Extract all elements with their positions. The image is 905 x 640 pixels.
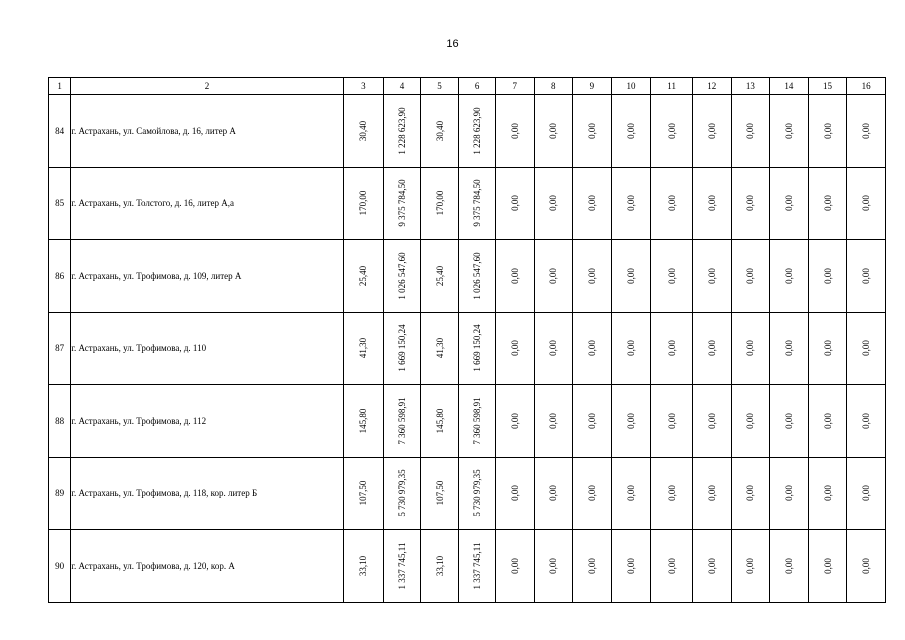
- value-cell-value: 0,00: [822, 122, 833, 139]
- area-cell-value: 25,40: [358, 265, 369, 286]
- value-cell: [731, 95, 770, 168]
- value-cell-value: 0,00: [822, 485, 833, 502]
- value-cell-value: 0,00: [822, 340, 833, 357]
- column-header-9: 9: [573, 78, 612, 95]
- row-number: 84: [49, 95, 71, 168]
- column-header-10: 10: [611, 78, 651, 95]
- value-cell: [573, 167, 612, 240]
- value-cell-value: 0,00: [548, 412, 559, 429]
- value-cell-value: 0,00: [783, 412, 794, 429]
- column-header-5: 5: [420, 78, 459, 95]
- value-cell-value: 0,00: [666, 557, 677, 574]
- value-cell: [692, 457, 731, 530]
- value-cell: [808, 457, 847, 530]
- cost-cell-value: 9 375 784,50: [472, 179, 483, 227]
- cost-cell-value: 1 669 150,24: [472, 324, 483, 372]
- value-cell: [770, 95, 809, 168]
- value-cell: [651, 95, 693, 168]
- cost-cell-value: 9 375 784,50: [396, 179, 407, 227]
- value-cell-value: 0,00: [548, 485, 559, 502]
- value-cell: [495, 312, 534, 385]
- value-cell-value: 0,00: [783, 195, 794, 212]
- value-cell: [611, 240, 651, 313]
- value-cell-value: 0,00: [783, 267, 794, 284]
- value-cell: [808, 530, 847, 603]
- area-cell: [420, 240, 459, 313]
- value-cell-value: 0,00: [861, 557, 872, 574]
- value-cell: [770, 167, 809, 240]
- value-cell-value: 0,00: [586, 195, 597, 212]
- value-cell-value: 0,00: [625, 340, 636, 357]
- value-cell-value: 0,00: [861, 412, 872, 429]
- area-cell-value: 107,50: [434, 480, 445, 506]
- value-cell-value: 0,00: [625, 485, 636, 502]
- value-cell-value: 0,00: [586, 340, 597, 357]
- value-cell-value: 0,00: [625, 267, 636, 284]
- value-cell-value: 0,00: [822, 267, 833, 284]
- value-cell-value: 0,00: [509, 485, 520, 502]
- value-cell-value: 0,00: [509, 412, 520, 429]
- value-cell-value: 0,00: [706, 557, 717, 574]
- cost-cell: [384, 240, 421, 313]
- value-cell: [611, 312, 651, 385]
- area-cell-value: 170,00: [434, 190, 445, 216]
- value-cell-value: 0,00: [625, 412, 636, 429]
- area-cell: [343, 385, 384, 458]
- value-cell: [534, 312, 573, 385]
- column-header-7: 7: [495, 78, 534, 95]
- value-cell: [534, 240, 573, 313]
- value-cell: [651, 385, 693, 458]
- value-cell: [731, 385, 770, 458]
- column-header-8: 8: [534, 78, 573, 95]
- value-cell-value: 0,00: [706, 195, 717, 212]
- cost-cell: [384, 167, 421, 240]
- value-cell: [611, 95, 651, 168]
- value-cell: [495, 457, 534, 530]
- value-cell-value: 0,00: [548, 557, 559, 574]
- value-cell: [611, 385, 651, 458]
- table-row: [49, 240, 886, 313]
- cost-cell-value: 7 360 598,91: [472, 397, 483, 445]
- column-header-1: 1: [49, 78, 71, 95]
- column-header-13: 13: [731, 78, 770, 95]
- value-cell-value: 0,00: [861, 340, 872, 357]
- area-cell-value: 30,40: [434, 120, 445, 141]
- area-cell: [420, 457, 459, 530]
- area-cell-value: 33,10: [434, 555, 445, 576]
- value-cell: [573, 530, 612, 603]
- value-cell-value: 0,00: [625, 195, 636, 212]
- cost-cell: [384, 312, 421, 385]
- value-cell-value: 0,00: [861, 122, 872, 139]
- cost-cell-value: 1 228 623,90: [472, 107, 483, 155]
- cost-cell-value: 1 026 547,60: [396, 252, 407, 300]
- value-cell-value: 0,00: [548, 122, 559, 139]
- value-cell-value: 0,00: [706, 267, 717, 284]
- address-cell: г. Астрахань, ул. Трофимова, д. 109, литер А: [71, 240, 343, 313]
- value-cell: [573, 240, 612, 313]
- value-cell: [495, 95, 534, 168]
- value-cell-value: 0,00: [509, 195, 520, 212]
- value-cell-value: 0,00: [548, 340, 559, 357]
- cost-cell-value: 1 337 745,11: [472, 542, 483, 590]
- address-cell: г. Астрахань, ул. Трофимова, д. 112: [71, 385, 343, 458]
- value-cell-value: 0,00: [666, 412, 677, 429]
- area-cell: [343, 457, 384, 530]
- area-cell: [343, 312, 384, 385]
- cost-cell-value: 1 228 623,90: [396, 107, 407, 155]
- value-cell-value: 0,00: [745, 412, 756, 429]
- cost-cell: [384, 95, 421, 168]
- row-number: 90: [49, 530, 71, 603]
- value-cell-value: 0,00: [625, 122, 636, 139]
- cost-cell: [384, 530, 421, 603]
- cost-cell: [459, 385, 496, 458]
- value-cell-value: 0,00: [666, 267, 677, 284]
- value-cell: [534, 385, 573, 458]
- cost-cell: [384, 457, 421, 530]
- value-cell: [808, 95, 847, 168]
- value-cell-value: 0,00: [509, 557, 520, 574]
- value-cell: [847, 240, 886, 313]
- value-cell: [847, 167, 886, 240]
- value-cell-value: 0,00: [509, 340, 520, 357]
- value-cell-value: 0,00: [586, 485, 597, 502]
- table-row: [49, 385, 886, 458]
- cost-cell: [459, 240, 496, 313]
- area-cell: [420, 530, 459, 603]
- value-cell: [534, 95, 573, 168]
- value-cell: [770, 385, 809, 458]
- cost-cell-value: 5 730 979,35: [472, 469, 483, 517]
- value-cell-value: 0,00: [822, 412, 833, 429]
- value-cell-value: 0,00: [666, 485, 677, 502]
- area-cell-value: 25,40: [434, 265, 445, 286]
- area-cell-value: 41,30: [434, 338, 445, 359]
- value-cell-value: 0,00: [586, 412, 597, 429]
- area-cell: [420, 167, 459, 240]
- value-cell: [731, 167, 770, 240]
- column-header-16: 16: [847, 78, 886, 95]
- value-cell-value: 0,00: [861, 485, 872, 502]
- row-number: 85: [49, 167, 71, 240]
- value-cell: [731, 240, 770, 313]
- value-cell-value: 0,00: [509, 267, 520, 284]
- value-cell-value: 0,00: [586, 122, 597, 139]
- value-cell: [770, 530, 809, 603]
- cost-cell: [384, 385, 421, 458]
- value-cell-value: 0,00: [822, 195, 833, 212]
- value-cell: [808, 167, 847, 240]
- value-cell: [808, 385, 847, 458]
- column-header-6: 6: [459, 78, 496, 95]
- value-cell-value: 0,00: [666, 122, 677, 139]
- area-cell-value: 33,10: [358, 555, 369, 576]
- value-cell: [808, 312, 847, 385]
- value-cell: [534, 167, 573, 240]
- area-cell: [343, 240, 384, 313]
- value-cell: [847, 457, 886, 530]
- table-row: [49, 312, 886, 385]
- value-cell: [573, 312, 612, 385]
- value-cell-value: 0,00: [745, 557, 756, 574]
- value-cell-value: 0,00: [745, 195, 756, 212]
- value-cell: [534, 530, 573, 603]
- cost-cell-value: 1 026 547,60: [472, 252, 483, 300]
- cost-cell-value: 1 669 150,24: [396, 324, 407, 372]
- value-cell: [651, 240, 693, 313]
- value-cell-value: 0,00: [706, 485, 717, 502]
- value-cell: [651, 457, 693, 530]
- area-cell: [420, 385, 459, 458]
- value-cell-value: 0,00: [745, 267, 756, 284]
- value-cell: [692, 95, 731, 168]
- register-table: [48, 77, 886, 603]
- area-cell: [343, 95, 384, 168]
- value-cell: [731, 312, 770, 385]
- area-cell-value: 145,80: [358, 408, 369, 434]
- column-header-15: 15: [808, 78, 847, 95]
- address-cell: г. Астрахань, ул. Самойлова, д. 16, литер А: [71, 95, 343, 168]
- value-cell: [770, 457, 809, 530]
- column-header-14: 14: [770, 78, 809, 95]
- cost-cell-value: 1 337 745,11: [396, 542, 407, 590]
- value-cell: [573, 385, 612, 458]
- table-row: [49, 95, 886, 168]
- header-row: [49, 78, 886, 95]
- value-cell-value: 0,00: [706, 412, 717, 429]
- cost-cell-value: 7 360 598,91: [396, 397, 407, 445]
- cost-cell: [459, 457, 496, 530]
- value-cell: [495, 167, 534, 240]
- page-number: 16: [446, 38, 459, 50]
- area-cell-value: 107,50: [358, 480, 369, 506]
- column-header-3: 3: [343, 78, 384, 95]
- value-cell-value: 0,00: [666, 340, 677, 357]
- value-cell: [573, 95, 612, 168]
- value-cell-value: 0,00: [509, 122, 520, 139]
- value-cell: [692, 385, 731, 458]
- value-cell-value: 0,00: [783, 122, 794, 139]
- value-cell-value: 0,00: [745, 340, 756, 357]
- row-number: 86: [49, 240, 71, 313]
- value-cell-value: 0,00: [861, 267, 872, 284]
- value-cell-value: 0,00: [822, 557, 833, 574]
- value-cell: [692, 530, 731, 603]
- value-cell: [770, 312, 809, 385]
- value-cell: [611, 167, 651, 240]
- column-header-2: 2: [71, 78, 343, 95]
- value-cell: [731, 530, 770, 603]
- table-row: [49, 530, 886, 603]
- area-cell: [420, 95, 459, 168]
- area-cell-value: 145,80: [434, 408, 445, 434]
- value-cell: [651, 312, 693, 385]
- value-cell-value: 0,00: [783, 485, 794, 502]
- row-number: 89: [49, 457, 71, 530]
- value-cell: [692, 167, 731, 240]
- row-number: 88: [49, 385, 71, 458]
- table-row: [49, 457, 886, 530]
- address-cell: г. Астрахань, ул. Трофимова, д. 118, кор. литер Б: [71, 457, 343, 530]
- value-cell: [495, 385, 534, 458]
- area-cell: [420, 312, 459, 385]
- value-cell-value: 0,00: [861, 195, 872, 212]
- value-cell-value: 0,00: [706, 122, 717, 139]
- address-cell: г. Астрахань, ул. Толстого, д. 16, литер А,а: [71, 167, 343, 240]
- column-header-11: 11: [651, 78, 693, 95]
- value-cell: [847, 312, 886, 385]
- value-cell: [808, 240, 847, 313]
- value-cell: [847, 385, 886, 458]
- value-cell: [692, 240, 731, 313]
- value-cell-value: 0,00: [745, 122, 756, 139]
- value-cell: [611, 530, 651, 603]
- value-cell-value: 0,00: [783, 340, 794, 357]
- value-cell-value: 0,00: [548, 195, 559, 212]
- value-cell: [573, 457, 612, 530]
- area-cell: [343, 530, 384, 603]
- column-header-12: 12: [692, 78, 731, 95]
- value-cell: [847, 530, 886, 603]
- value-cell-value: 0,00: [586, 557, 597, 574]
- value-cell-value: 0,00: [745, 485, 756, 502]
- value-cell: [692, 312, 731, 385]
- value-cell: [651, 167, 693, 240]
- address-cell: г. Астрахань, ул. Трофимова, д. 120, кор. А: [71, 530, 343, 603]
- row-number: 87: [49, 312, 71, 385]
- value-cell: [495, 530, 534, 603]
- value-cell: [495, 240, 534, 313]
- value-cell-value: 0,00: [548, 267, 559, 284]
- table-row: [49, 167, 886, 240]
- cost-cell: [459, 530, 496, 603]
- value-cell: [611, 457, 651, 530]
- value-cell-value: 0,00: [586, 267, 597, 284]
- area-cell-value: 41,30: [358, 338, 369, 359]
- area-cell: [343, 167, 384, 240]
- value-cell: [770, 240, 809, 313]
- value-cell-value: 0,00: [666, 195, 677, 212]
- cost-cell-value: 5 730 979,35: [396, 469, 407, 517]
- value-cell: [731, 457, 770, 530]
- column-header-4: 4: [384, 78, 421, 95]
- value-cell: [651, 530, 693, 603]
- value-cell: [534, 457, 573, 530]
- cost-cell: [459, 95, 496, 168]
- area-cell-value: 170,00: [358, 190, 369, 216]
- value-cell-value: 0,00: [625, 557, 636, 574]
- address-cell: г. Астрахань, ул. Трофимова, д. 110: [71, 312, 343, 385]
- value-cell-value: 0,00: [706, 340, 717, 357]
- area-cell-value: 30,40: [358, 120, 369, 141]
- cost-cell: [459, 312, 496, 385]
- value-cell: [847, 95, 886, 168]
- value-cell-value: 0,00: [783, 557, 794, 574]
- cost-cell: [459, 167, 496, 240]
